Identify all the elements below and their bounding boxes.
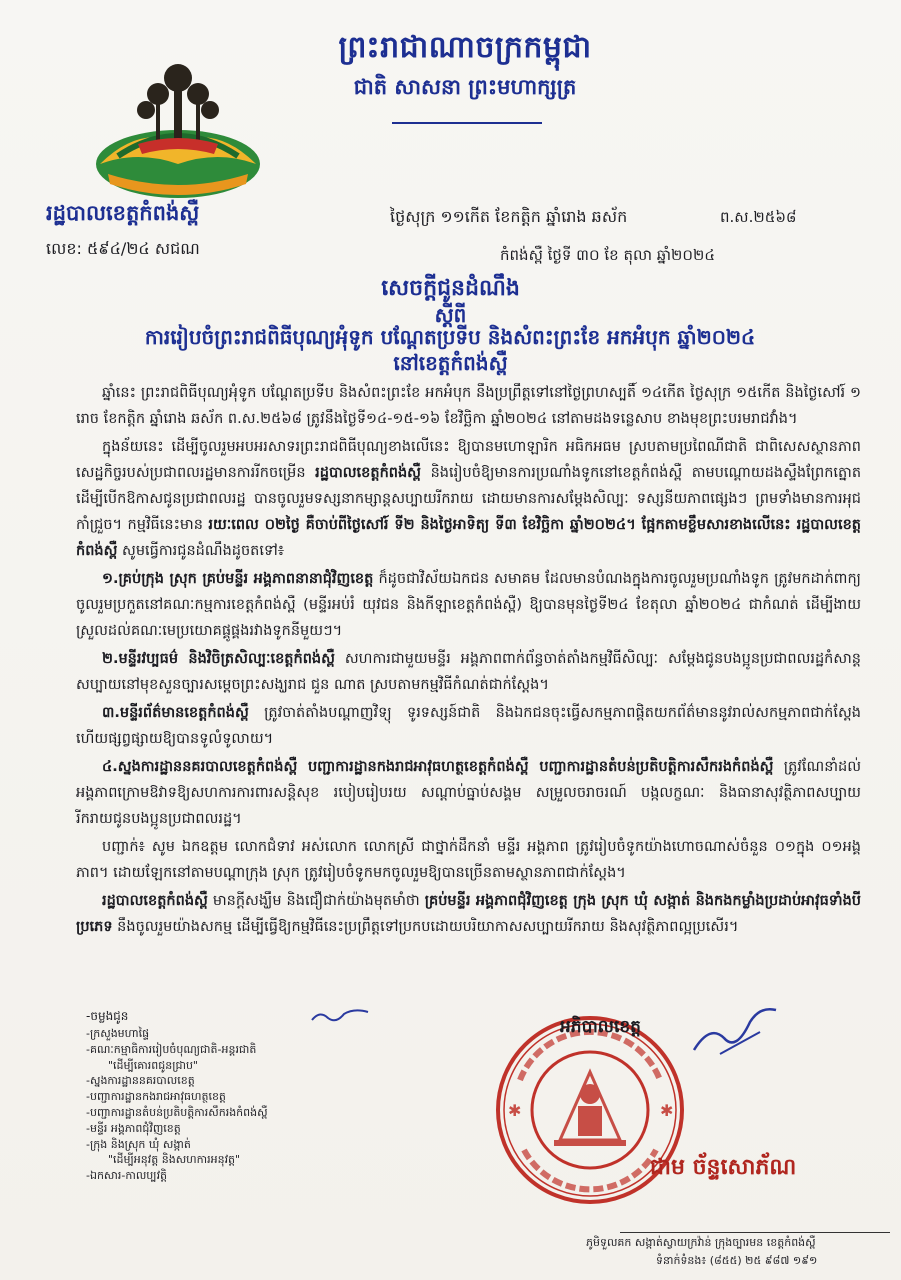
cc-item: "ដើម្បីអនុវត្ត និងសហការអនុវត្ត" — [108, 1153, 241, 1167]
cc-item: -បញ្ជាការដ្ឋានកងរាជអាវុធហត្ថខេត្ត — [86, 1090, 226, 1104]
list-item-2 — [76, 646, 861, 698]
national-motto: ជាតិ សាសនា ព្រះមហាក្សត្រ — [353, 74, 577, 99]
cc-title: -ចម្លងជូន — [86, 1009, 129, 1023]
pen-mark-icon — [310, 1006, 370, 1026]
context-text-a: ក្នុងន័យនេះ ដើម្បីចូលរួមអបអរសាទរព្រះរាជពិធីបុណ្យខាងលើនេះ ឱ្យបានមហោឡារិក អធិកអធម ស្របតាមប្រពៃណីជាតិ ជាពិសេសស្ថានភាពសេដ្ឋកិច្ចរបស់ប្រជាពលរដ្ឋមានការរីកចម្រើន — [76, 439, 861, 481]
item-1-text: ក៏ដូចជាវិស័យឯកជន សមាគម ដែលមានបំណងក្នុងការចូលរួមប្រណាំងទូក ត្រូវមកដាក់ពាក្យចូលរួមប្រកួតនៅគណៈកម្មការខេត្តកំពង់ស្ពឺ (មន្ទីរអប់រំ យុវជន និងកីឡាខេត្តកំពង់ស្ពឺ) ឱ្យបានមុនថ្ងៃទី២៤ ខែតុលា ឆ្នាំ២០២៤ ជាកំណត់ ដើម្បីងាយស្រួលដល់គណៈមេប្រយោគផ្គូផ្គងរវាងទូកនីមួយៗ។ — [76, 571, 861, 639]
item-3-heading: ៣.មន្ទីរព័ត៌មានខេត្តកំពង់ស្ពឺ — [102, 705, 249, 721]
lunar-date: ថ្ងៃសុក្រ ១១កើត ខែកត្តិក ឆ្នាំរោង ឆស័ក — [390, 207, 628, 226]
list-item-4 — [76, 754, 861, 832]
cc-item: -មន្ទីរ អង្គភាពជុំវិញខេត្ត — [86, 1121, 181, 1135]
cc-item: -បញ្ជាការដ្ឋានតំបន់ប្រតិបត្តិការសឹករងកំពង់ស្ពឺ — [86, 1105, 268, 1119]
notice-title: សេចក្តីជូនដំណឹង — [381, 276, 520, 301]
closing-text-b: មានក្តីសង្ឃឹម និងជឿជាក់យ៉ាងមុតមាំថា — [212, 893, 420, 909]
cc-item: -ក្រសួងមហាផ្ទៃ — [86, 1027, 150, 1040]
svg-text:✱: ✱ — [508, 1101, 522, 1120]
notice-place: នៅខេត្តកំពង់ស្ពឺ — [393, 351, 508, 375]
signatory-name: ជាម ច័ន្ទសោភ័ណ — [650, 1154, 797, 1180]
item-4-text: ត្រូវណែនាំដល់អង្គភាពក្រោមឱវាទឱ្យសហការការពារសន្តិសុខ របៀបរៀបរយ សណ្តាប់ធ្នាប់សង្គម សម្រួលចរាចរណ៍ បង្កលក្ខណៈ និងធានាសុវត្ថិភាពសប្បាយរីករាយជូនបងប្អូនប្រជាពលរដ្ឋ។ — [76, 759, 862, 827]
list-item-3 — [76, 700, 861, 752]
paragraph-intro: ឆ្នាំនេះ ព្រះរាជពិធីបុណ្យអុំទូក បណ្តែតប្រទីប និងសំពះព្រះខែ អកអំបុក នឹងប្រព្រឹត្តទៅនៅថ្ងៃព្រហស្បតិ៍ ១៤កើត ថ្ងៃសុក្រ ១៥កើត និងថ្ងៃសៅរ៍ ១ រោច ខែកត្តិក ឆ្នាំរោង ឆស័ក ព.ស.២៥៦៨ ត្រូវនឹងថ្ងៃទី១៤-១៥-១៦ ខែវិច្ឆិកា ឆ្នាំ២០២៤ នៅតាមដងទន្លេសាប ខាងមុខព្រះបរមរាជវាំង។ — [76, 385, 861, 427]
solar-date: កំពង់ស្ពឺ ថ្ងៃទី ៣០ ខែ តុលា ឆ្នាំ២០២៤ — [500, 246, 716, 264]
notice-subject: ការរៀបចំព្រះរាជពិធីបុណ្យអុំទូក បណ្តែតប្រទីប និងសំពះព្រះខែ អកអំបុក ឆ្នាំ២០២៤ — [144, 325, 756, 349]
cc-list — [86, 1026, 268, 1184]
paragraph-context — [76, 434, 861, 564]
provincial-emblem-icon — [78, 46, 278, 216]
item-4-heading: ៤.ស្នងការដ្ឋាននគរបាលខេត្តកំពង់ស្ពឺ បញ្ជាការដ្ឋានកងរាជអាវុធហត្ថខេត្តកំពង់ស្ពឺ បញ្ជាការដ្ឋានតំបន់ប្រតិបត្តិការសឹករងកំពង់ស្ពឺ — [102, 759, 774, 775]
closing-text-d: នឹងចូលរួមយ៉ាងសកម្ម ដើម្បីធ្វើឱ្យកម្មវិធីនេះប្រព្រឹត្តទៅប្រកបដោយបរិយាកាសសប្បាយរីករាយ និងសុវត្ថិភាពល្អប្រសើរ។ — [117, 919, 739, 935]
cc-item: -ក្រុង និងស្រុក ឃុំ សង្កាត់ — [86, 1137, 191, 1151]
notice-about: ស្តីពី — [434, 303, 467, 327]
context-text-e: សូមធ្វើការជូនដំណឹងដូចតទៅ៖ — [122, 543, 285, 559]
cc-item: -ឯកសារ-កាលប្បវត្តិ — [86, 1169, 168, 1183]
context-text-d: រយៈពេល ០២ថ្ងៃ គឺចាប់ពីថ្ងៃសៅរ៍ ទី២ និងថ្ងៃអាទិត្យ ទី៣ ខែវិច្ឆិកា ឆ្នាំ២០២៤។ ផ្អែកតាមខ្លឹមសារខាងលើនេះ រដ្ឋបាលខេត្តកំពង់ស្ពឺ — [76, 517, 861, 559]
context-text-c: និងរៀបចំឱ្យមានការប្រណាំងទូកនៅខេត្តកំពង់ស្ពឺ តាមបណ្តោយដងស្ទឹងព្រែកត្នោត ដើម្បីបើកឱកាសជូនប្រជាពលរដ្ឋ បានចូលរួមទស្សនាកម្សាន្តសប្បាយរីករាយ ដោយមានការសម្តែងសិល្បៈ ទស្សនីយភាពផ្សេងៗ ព្រមទាំងមានការអុជកាំជ្រួច។ កម្មវិធីនេះមាន — [76, 465, 862, 533]
cc-item: -គណៈកម្មាធិការរៀបចំបុណ្យជាតិ-អន្តរជាតិ — [86, 1042, 257, 1056]
svg-text:✱: ✱ — [660, 1101, 674, 1120]
signature-scribble-icon — [690, 1004, 780, 1064]
signatory-title: អភិបាលខេត្ត — [560, 1017, 641, 1037]
closing-text-c: គ្រប់មន្ទីរ អង្គភាពជុំវិញខេត្ត ក្រុង ស្រុក ឃុំ សង្កាត់ និងកងកម្លាំងប្រដាប់អាវុធទាំងបីប្រភេទ — [76, 893, 861, 935]
item-2-text: សហការជាមួយមន្ទីរ អង្គភាពពាក់ព័ន្ធចាត់តាំងកម្មវិធីសិល្បៈ សម្តែងជូនបងប្អូនប្រជាពលរដ្ឋកំសាន្តសប្បាយនៅមុខសួនច្បារសម្តេចព្រះសង្ឃរាជ ជួន ណាត ស្របតាមកម្មវិធីកំណត់ជាក់ស្តែង។ — [76, 651, 861, 693]
footer-address: ភូមិទួលគក សង្កាត់ស្វាយក្រវ៉ាន់ ក្រុងច្បារមន ខេត្តកំពង់ស្ពឺ — [586, 1236, 816, 1249]
item-2-heading: ២.មន្ទីរវប្បធម៌ និងវិចិត្រសិល្បៈខេត្តកំពង់ស្ពឺ — [102, 651, 335, 667]
kingdom-title: ព្រះរាជាណាចក្រកម្ពុជា — [338, 30, 592, 65]
list-item-1 — [76, 566, 861, 644]
item-3-text: ត្រូវចាត់តាំងបណ្តាញវិទ្យុ ទូរទស្សន៍ជាតិ និងឯកជនចុះធ្វើសកម្មភាពផ្តិតយកព័ត៌មាននូវរាល់សកម្មភាពជាក់ស្តែង ហើយផ្សព្វផ្សាយឱ្យបានទូលំទូលាយ។ — [76, 705, 862, 747]
header-divider — [392, 122, 542, 124]
issuing-authority: រដ្ឋបាលខេត្តកំពង់ស្ពឺ — [46, 200, 200, 225]
buddhist-era: ព.ស.២៥៦៨ — [720, 208, 797, 226]
closing-text-a: រដ្ឋបាលខេត្តកំពង់ស្ពឺ — [102, 893, 208, 909]
notice-body — [76, 380, 861, 942]
footer-divider — [620, 1232, 890, 1233]
closing-paragraph — [76, 888, 861, 940]
note-paragraph: បញ្ជាក់៖ សូម ឯកឧត្តម លោកជំទាវ អស់លោក លោកស្រី ជាថ្នាក់ដឹកនាំ មន្ទីរ អង្គភាព ត្រូវរៀបចំទូកយ៉ាងហោចណាស់ចំនួន ០១ក្នុង ០១អង្គភាព។ ដោយឡែកនៅតាមបណ្តាក្រុង ស្រុក ត្រូវរៀបចំទូកមកចូលរួមឱ្យបានច្រើនតាមស្ថានភាពជាក់ស្តែង។ — [76, 839, 861, 881]
reference-number: លេខ: ៥៩៤/២៤ សជណ — [46, 239, 200, 258]
cc-item: "ដើម្បីគោរពជូនជ្រាប" — [108, 1058, 198, 1072]
cc-item: -ស្នងការដ្ឋាននគរបាលខេត្ត — [86, 1074, 195, 1088]
item-1-heading: ១.គ្រប់ក្រុង ស្រុក គ្រប់មន្ទីរ អង្គភាពនានាជុំវិញខេត្ត — [102, 571, 374, 587]
context-text-b: រដ្ឋបាលខេត្តកំពង់ស្ពឺ — [315, 465, 421, 481]
footer-phone: ទំនាក់ទំនង៖ (៨៥៥) ២៥ ៩៨៧ ១៩១ — [656, 1254, 818, 1267]
